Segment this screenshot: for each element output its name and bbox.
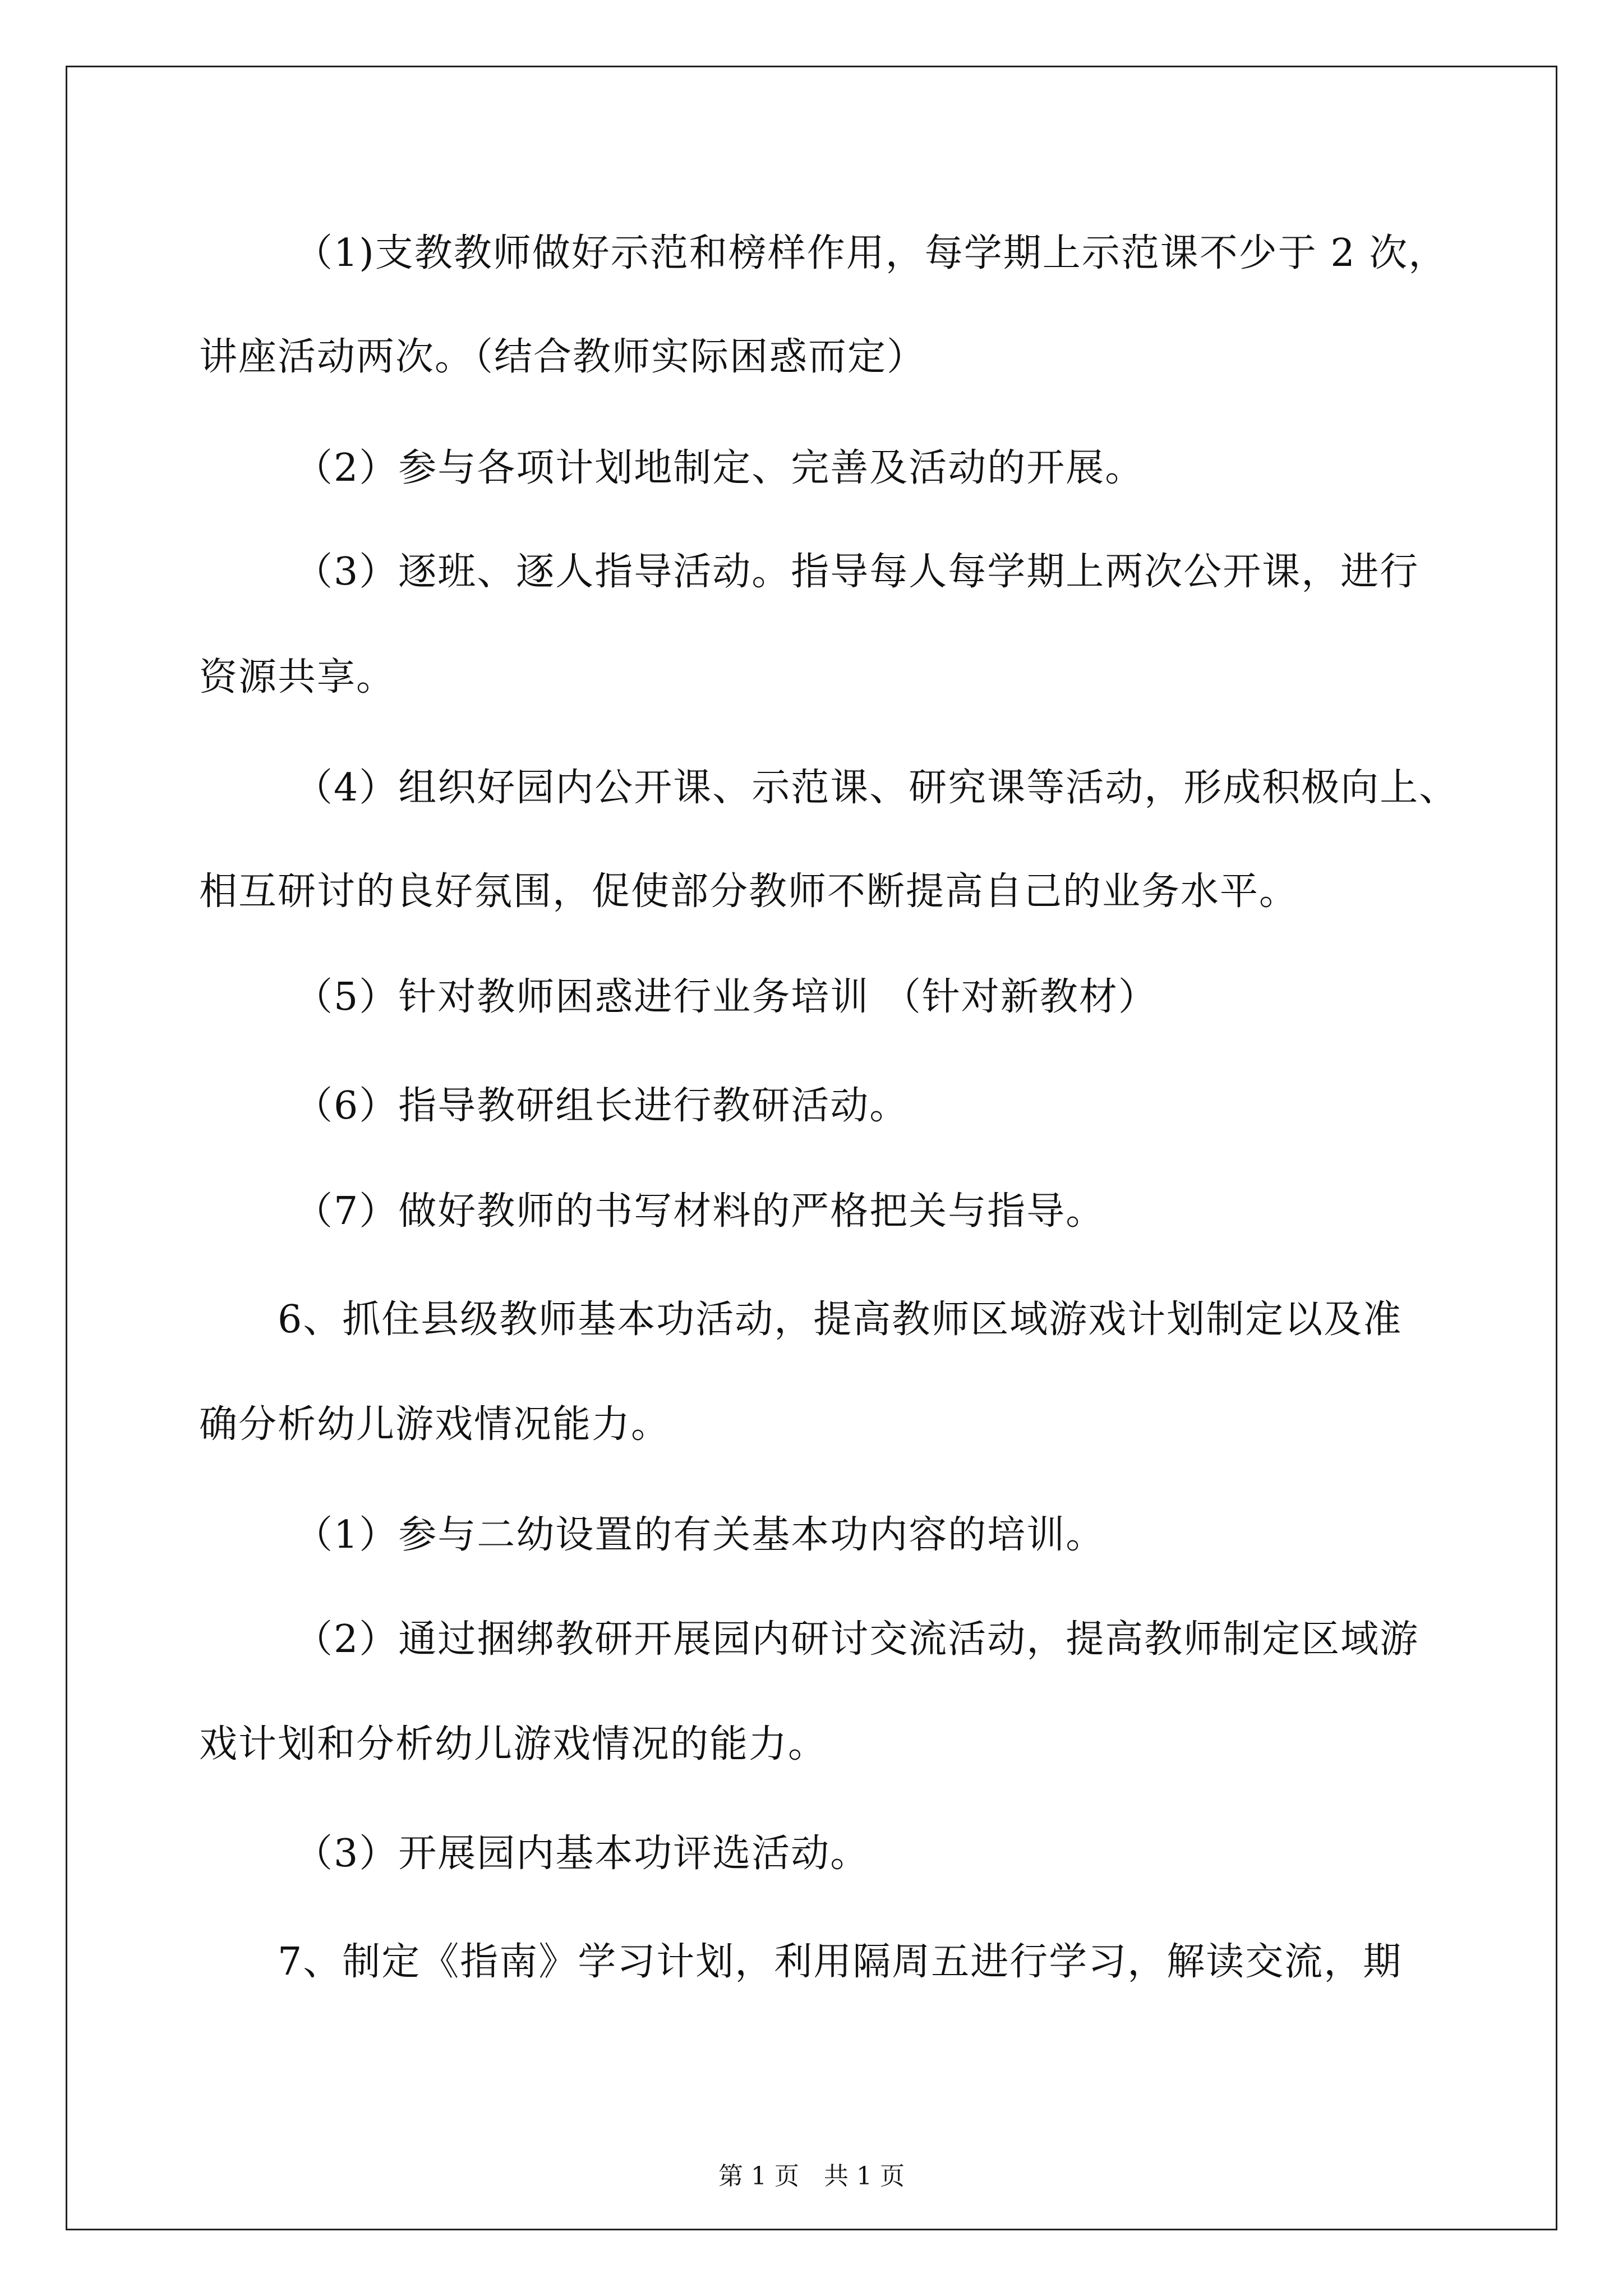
page-number-footer: 第 1 页 共 1 页: [718, 2162, 905, 2191]
paragraph-line: 讲座活动两次。（结合教师实际困惑而定）: [199, 335, 926, 379]
paragraph-line: 确分析幼儿游戏情况能力。: [199, 1402, 671, 1447]
paragraph-line: （3）开展园内基本功评选活动。: [294, 1832, 870, 1876]
paragraph-line: 7、制定《指南》学习计划，利用隔周五进行学习，解读交流，期: [278, 1940, 1403, 1984]
paragraph-line: （3）逐班、逐人指导活动。指导每人每学期上两次公开课，进行: [294, 550, 1419, 594]
paragraph-line: （6）指导教研组长进行教研活动。: [294, 1084, 909, 1128]
paragraph-line: 6、抓住县级教师基本功活动，提高教师区域游戏计划制定以及准: [278, 1297, 1403, 1342]
paragraph-line: （4）组织好园内公开课、示范课、研究课等活动，形成积极向上、: [294, 766, 1459, 810]
paragraph-line: （5）针对教师困惑进行业务培训 （针对新教材）: [294, 975, 1158, 1019]
paragraph-line: （1)支教教师做好示范和榜样作用，每学期上示范课不少于 2 次，: [294, 231, 1448, 275]
paragraph-line: 戏计划和分析幼儿游戏情况的能力。: [199, 1722, 828, 1766]
paragraph-line: （2）参与各项计划地制定、完善及活动的开展。: [294, 446, 1145, 490]
paragraph-line: （2）通过捆绑教研开展园内研讨交流活动，提高教师制定区域游: [294, 1617, 1419, 1662]
paragraph-line: 资源共享。: [199, 655, 396, 700]
paragraph-line: （1）参与二幼设置的有关基本功内容的培训。: [294, 1513, 1105, 1557]
paragraph-line: （7）做好教师的书写材料的严格把关与指导。: [294, 1189, 1105, 1234]
page-border: [66, 66, 1557, 2230]
paragraph-line: 相互研讨的良好氛围，促使部分教师不断提高自己的业务水平。: [199, 869, 1299, 914]
